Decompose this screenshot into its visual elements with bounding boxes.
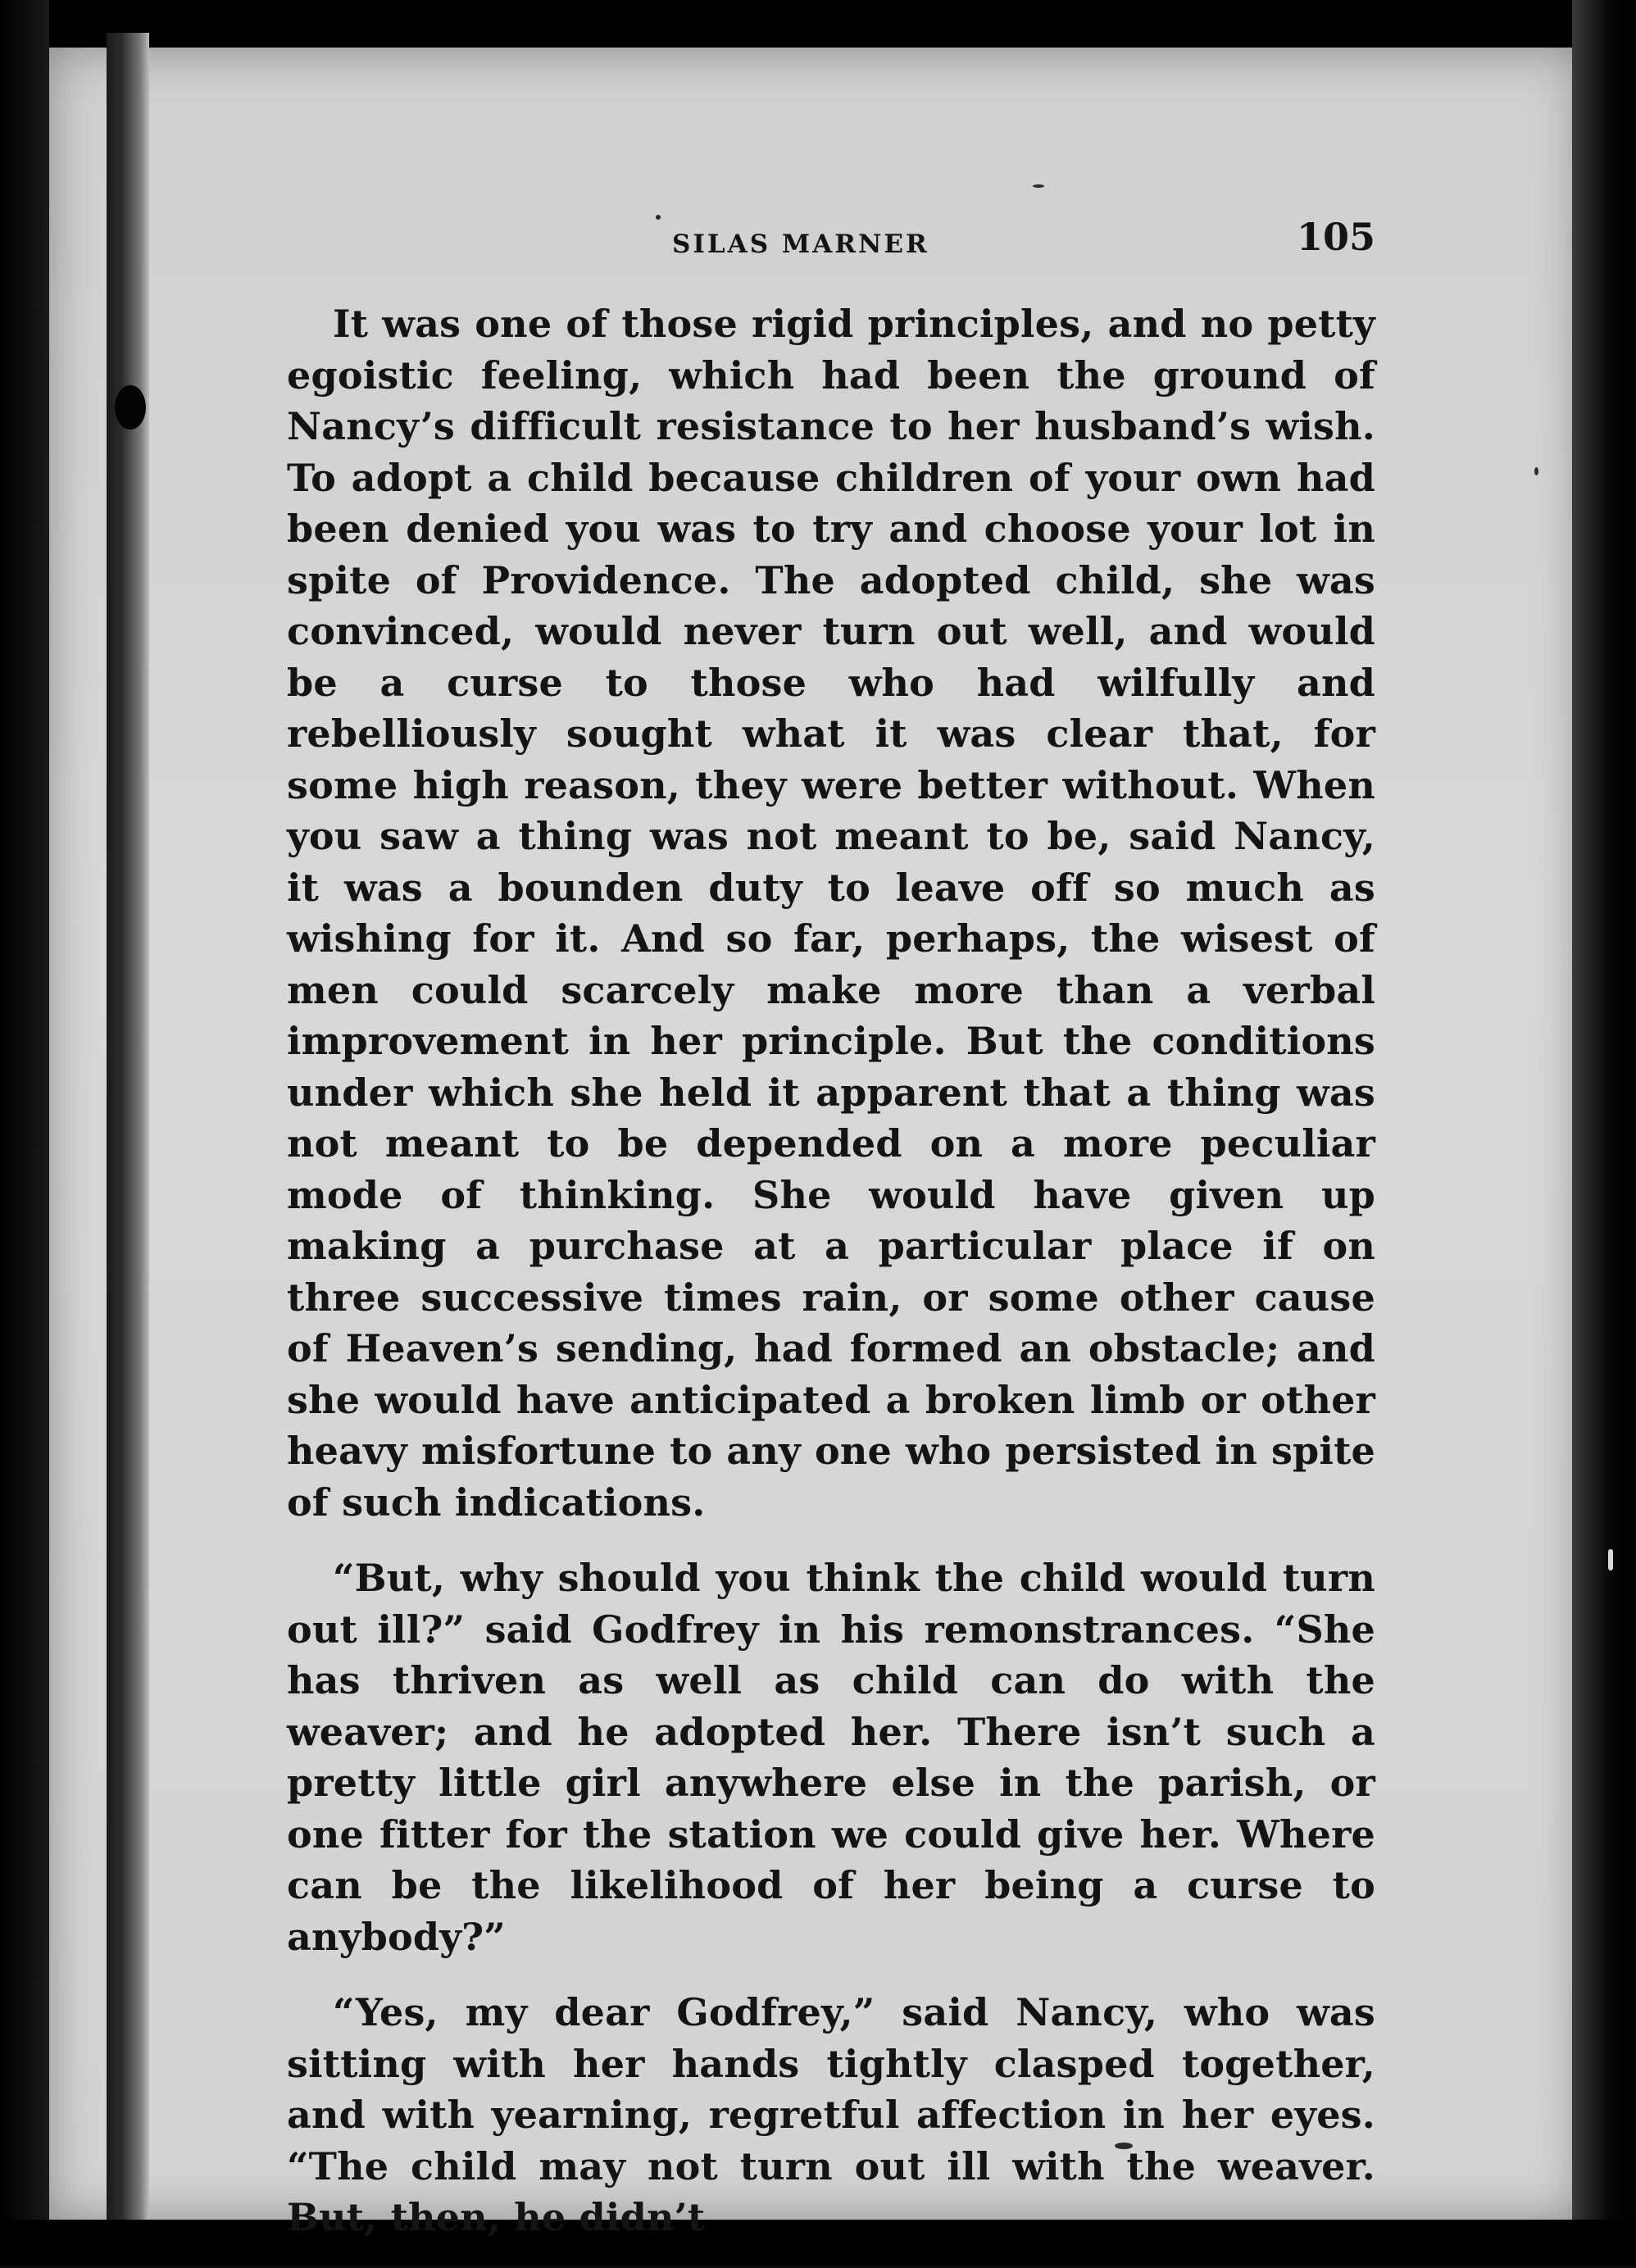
scan-right-border bbox=[1572, 0, 1636, 2266]
book-gutter bbox=[107, 33, 149, 2246]
page-text-block bbox=[287, 215, 1375, 2268]
paragraph-2: “But, why should you think the child would turn out ill?” said Godfrey in his remonstrances. “She has thriven as well as child can do with the weaver; and he adopted her. There isn’t such a pretty little girl anywhere else in the parish, or one fitter for the station we could give her. Where can be the likelihood of her being a curse to anybody?” bbox=[287, 1556, 1375, 1959]
running-head bbox=[287, 215, 1375, 267]
page-number: 105 bbox=[1296, 215, 1375, 259]
scan-left-border bbox=[0, 0, 49, 2266]
scan-speck bbox=[1534, 467, 1538, 475]
scan-speck bbox=[1608, 1549, 1613, 1570]
paragraph-1: It was one of those rigid principles, and no petty egoistic feeling, which had been the ground of Nancy’s difficult resistance to her husband’s wish. To adopt a child because children of your own had been denied you was to try and choose your lot in spite of Providence. The adopted child, she was convinced, would never turn out well, and would be a curse to those who had wilfully and rebelliously sought what it was clear that, for some high reason, they were better without. When you saw a thing was not meant to be, said Nancy, it was a bounden duty to leave off so much as wishing for it. And so far, perhaps, the wisest of men could scarcely make more than a verbal improvement in her principle. But the conditions under which she held it apparent that a thing was not meant to be depended on a more peculiar mode of thinking. She would have given up making a purchase at a particular place if on three successive times rain, or some other cause of Heaven’s sending, had formed an obstacle; and she would have anticipated a broken limb or other heavy misfortune to any one who persisted in spite of such indications. bbox=[287, 302, 1375, 1525]
scan-speck bbox=[1033, 184, 1044, 188]
scan-top-border bbox=[0, 0, 1636, 49]
running-title: SILAS MARNER bbox=[672, 230, 929, 259]
binding-hole-mark bbox=[115, 385, 146, 430]
paragraph-3: “Yes, my dear Godfrey,” said Nancy, who was sitting with her hands tightly clasped together, and with yearning, regretful affection in her eyes. “The child may not turn out ill with the weaver. But, then, he didn’t bbox=[287, 1990, 1375, 2239]
